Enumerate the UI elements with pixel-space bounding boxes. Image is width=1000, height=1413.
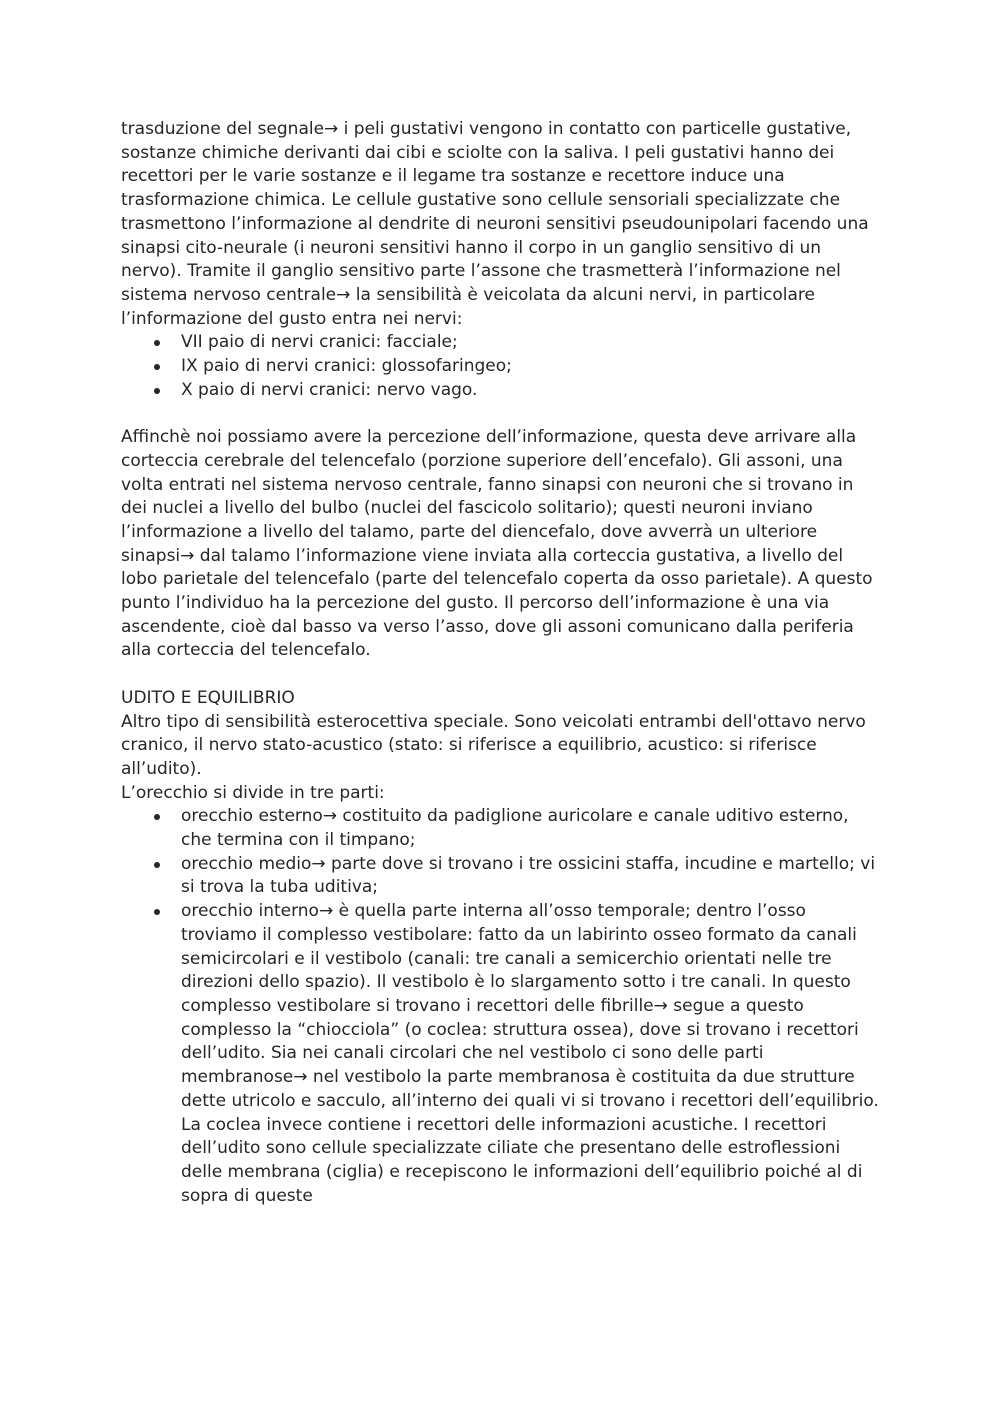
paragraph-taste-transduction: trasduzione del segnale→ i peli gustativi vengono in contatto con particelle gustative, sostanze chimiche derivanti dai cibi e sciolte con la saliva. I peli gustativi hanno dei recettori per le varie sostanze e il legame tra sostanze e recettore induce una trasformazione chimica. Le cellule gustative sono cellule sensoriali specializzate che trasmettono l’informazione al dendrite di neuroni sensitivi pseudounipolari facendo una sinapsi cito-neurale (i neuroni sensitivi hanno il corpo in un ganglio sensitivo di un nervo). Tramite il ganglio sensitivo parte l’assone che trasmetterà l’informazione nel sistema nervoso centrale→ la sensibilità è veicolata da alcuni nervi, in particolare l’informazione del gusto entra nei nervi: bbox=[121, 119, 869, 329]
cranial-nerves-list bbox=[121, 331, 881, 402]
list-item: orecchio esterno→ costituito da padiglione auricolare e canale uditivo esterno, che termina con il timpano; bbox=[121, 805, 881, 852]
ear-parts-list bbox=[121, 805, 881, 1208]
list-item: orecchio medio→ parte dove si trovano i tre ossicini staffa, incudine e martello; vi si trova la tuba uditiva; bbox=[121, 853, 881, 900]
paragraph-taste-pathway: Affinchè noi possiamo avere la percezione dell’informazione, questa deve arrivare alla corteccia cerebrale del telencefalo (porzione superiore dell’encefalo). Gli assoni, una volta entrati nel sistema nervoso centrale, fanno sinapsi con neuroni che si trovano in dei nuclei a livello del bulbo (nuclei del fascicolo solitario); questi neuroni inviano l’informazione a livello del talamo, parte del diencefalo, dove avverrà un ulteriore sinapsi→ dal talamo l’informazione viene inviata alla corteccia gustativa, a livello del lobo parietale del telencefalo (parte del telencefalo coperta da osso parietale). A questo punto l’individuo ha la percezione del gusto. Il percorso dell’informazione è una via ascendente, cioè dal basso va verso l’asso, dove gli assoni comunicano dalla periferia alla corteccia del telencefalo. bbox=[121, 427, 873, 661]
paragraph-hearing-intro: Altro tipo di sensibilità esterocettiva speciale. Sono veicolati entrambi dell'ottavo nervo cranico, il nervo stato-acustico (stato: si riferisce a equilibrio, acustico: si riferisce all’udito). bbox=[121, 711, 866, 779]
spacer bbox=[121, 663, 881, 687]
document-page bbox=[121, 118, 881, 1208]
list-item: X paio di nervi cranici: nervo vago. bbox=[121, 379, 881, 403]
list-item: VII paio di nervi cranici: facciale; bbox=[121, 331, 881, 355]
section-heading: UDITO E EQUILIBRIO bbox=[121, 687, 295, 708]
paragraph-ear-intro: L’orecchio si divide in tre parti: bbox=[121, 782, 385, 803]
list-item: orecchio interno→ è quella parte interna all’osso temporale; dentro l’osso troviamo il complesso vestibolare: fatto da un labirinto osseo formato da canali semicircolari e il vestibolo (canali: tre canali a semicerchio orientati nelle tre direzioni dello spazio). Il vestibolo è lo slargamento sotto i tre canali. In questo complesso vestibolare si trovano i recettori delle fibrille→ segue a questo complesso la “chiocciola” (o coclea: struttura ossea), dove si trovano i recettori dell’udito. Sia nei canali circolari che nel vestibolo ci sono delle parti membranose→ nel vestibolo la parte membranosa è costituita da due strutture dette utricolo e sacculo, all’interno dei quali vi si trovano i recettori dell’equilibrio. La coclea invece contiene i recettori delle informazioni acustiche. I recettori dell’udito sono cellule specializzate ciliate che presentano delle estroflessioni delle membrana (ciglia) e recepiscono le informazioni dell’equilibrio poiché al di sopra di queste bbox=[121, 900, 881, 1208]
list-item: IX paio di nervi cranici: glossofaringeo; bbox=[121, 355, 881, 379]
spacer bbox=[121, 402, 881, 426]
